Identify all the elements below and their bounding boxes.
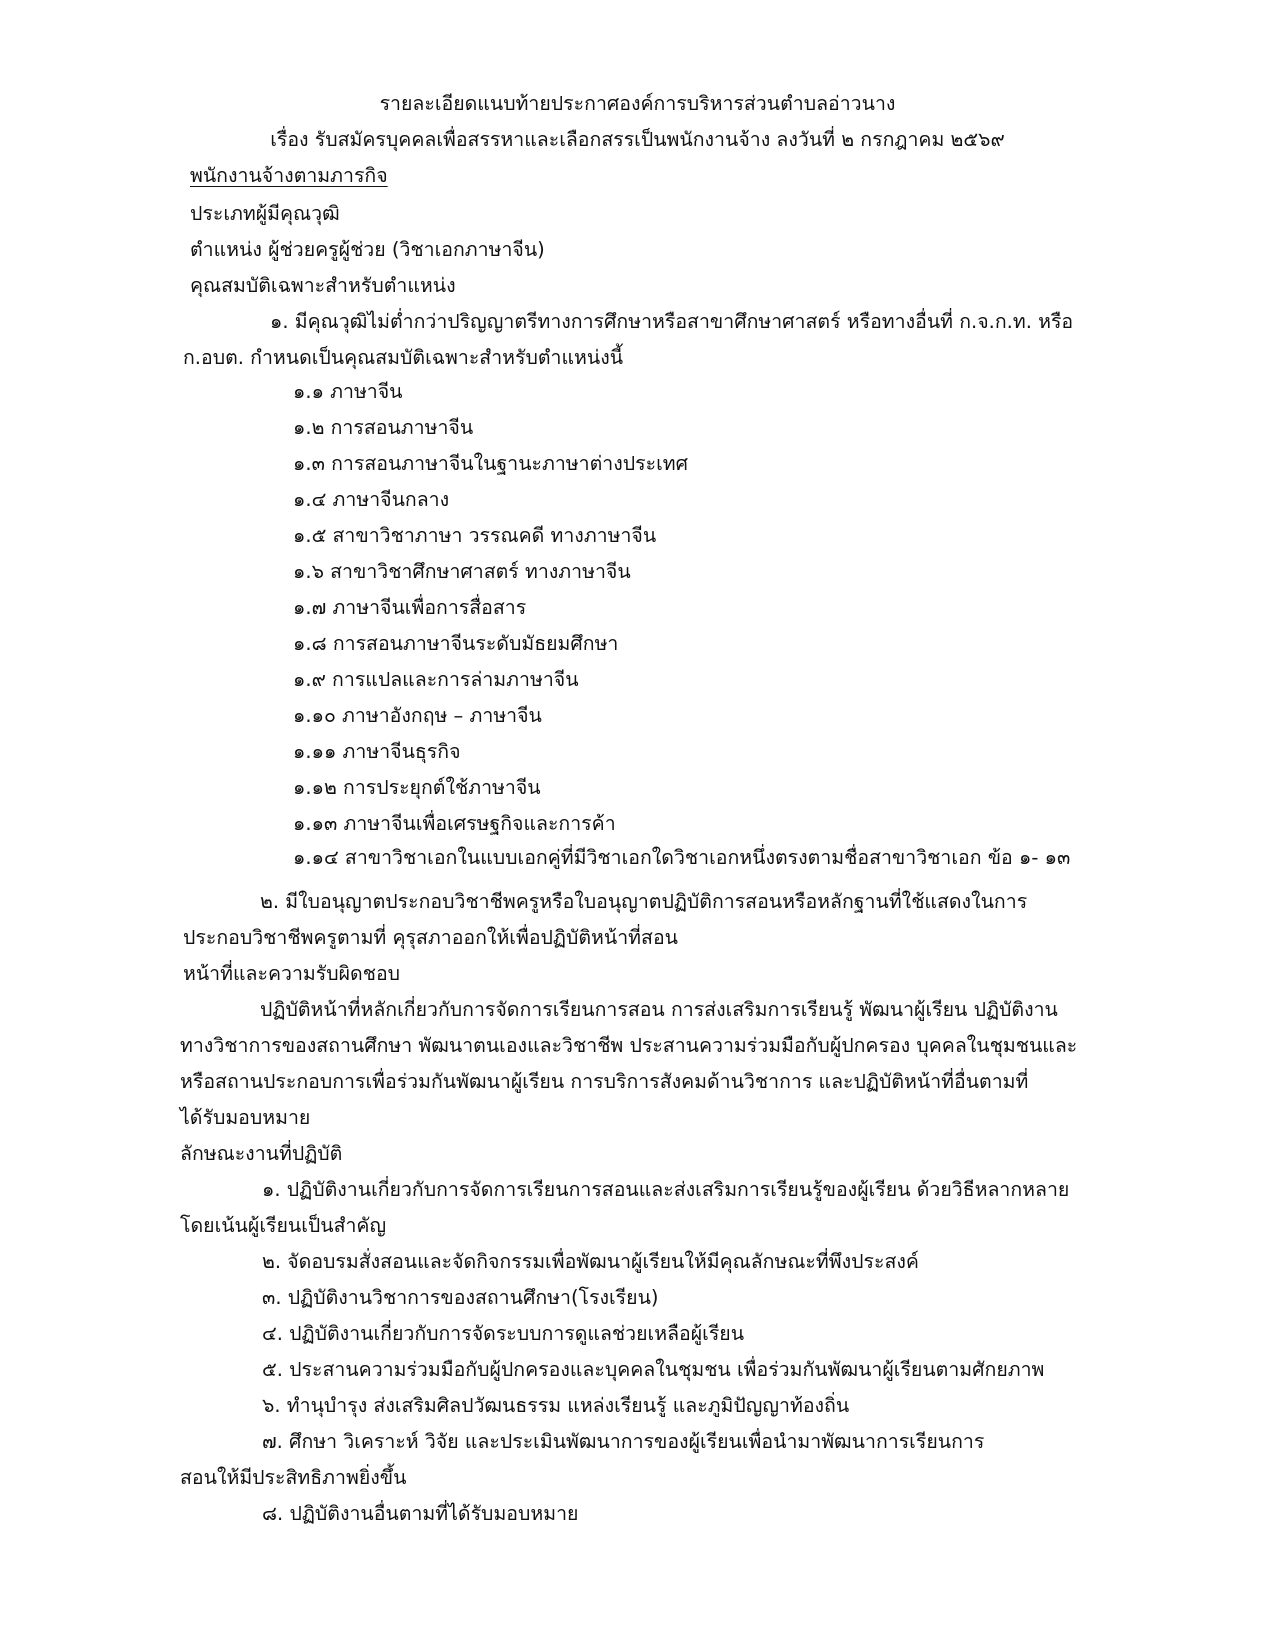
work-item-1-line-2: โดยเน้นผู้เรียนเป็นสำคัญ — [180, 1214, 387, 1237]
qualification-item-1-line-2: ก.อบต. กำหนดเป็นคุณสมบัติเฉพาะสำหรับตำแหน่งนี้ — [183, 346, 624, 369]
duties-paragraph-line: ทางวิชาการของสถานศึกษา พัฒนาตนเองและวิชาชีพ ประสานความร่วมมือกับผู้ปกครอง บุคคลในชุมชนและ — [180, 1034, 1078, 1057]
qualification-item-2-line-2: ประกอบวิชาชีพครูตามที่ คุรุสภาออกให้เพื่อปฏิบัติหน้าที่สอน — [183, 926, 678, 949]
qualification-subitem: ๑.๑๓ ภาษาจีนเพื่อเศรษฐกิจและการค้า — [293, 812, 616, 835]
work-item: ๕. ประสานความร่วมมือกับผู้ปกครองและบุคคลในชุมชน เพื่อร่วมกันพัฒนาผู้เรียนตามศักยภาพ — [262, 1358, 1045, 1381]
work-item: ๓. ปฏิบัติงานวิชาการของสถานศึกษา(โรงเรียน) — [262, 1286, 659, 1309]
qualification-subitem: ๑.๑ ภาษาจีน — [293, 380, 403, 403]
document-subject: เรื่อง รับสมัครบุคคลเพื่อสรรหาและเลือกสรรเป็นพนักงานจ้าง ลงวันที่ ๒ กรกฎาคม ๒๕๖๙ — [270, 128, 1005, 151]
employee-type-heading: พนักงานจ้างตามภารกิจ — [190, 164, 388, 187]
qualification-subitem: ๑.๘ การสอนภาษาจีนระดับมัธยมศึกษา — [293, 632, 619, 655]
position-line: ตำแหน่ง ผู้ช่วยครูผู้ช่วย (วิชาเอกภาษาจีน) — [190, 238, 545, 261]
duties-heading: หน้าที่และความรับผิดชอบ — [183, 962, 401, 985]
qualification-subitem: ๑.๓ การสอนภาษาจีนในฐานะภาษาต่างประเทศ — [293, 452, 688, 475]
category-line: ประเภทผู้มีคุณวุฒิ — [190, 202, 340, 225]
work-item: ๖. ทำนุบำรุง ส่งเสริมศิลปวัฒนธรรม แหล่งเรียนรู้ และภูมิปัญญาท้องถิ่น — [262, 1394, 850, 1417]
qualification-subitem: ๑.๗ ภาษาจีนเพื่อการสื่อสาร — [293, 596, 527, 619]
duties-paragraph-line: ได้รับมอบหมาย — [180, 1106, 311, 1129]
document-title: รายละเอียดแนบท้ายประกาศองค์การบริหารส่วนตำบลอ่าวนาง — [379, 92, 896, 115]
work-item: ๒. จัดอบรมสั่งสอนและจัดกิจกรรมเพื่อพัฒนาผู้เรียนให้มีคุณลักษณะที่พึงประสงค์ — [262, 1250, 919, 1273]
qualification-subitem: ๑.๒ การสอนภาษาจีน — [293, 416, 474, 439]
work-item-7-line-2: สอนให้มีประสิทธิภาพยิ่งขึ้น — [180, 1466, 407, 1489]
qualification-subitem: ๑.๔ ภาษาจีนกลาง — [293, 488, 450, 511]
qualification-subitem: ๑.๑๔ สาขาวิชาเอกในแบบเอกคู่ที่มีวิชาเอกใดวิชาเอกหนึ่งตรงตามชื่อสาขาวิชาเอก ข้อ ๑- ๑๓ — [293, 846, 1071, 869]
work-heading: ลักษณะงานที่ปฏิบัติ — [180, 1142, 343, 1165]
qualification-subitem: ๑.๙ การแปลและการล่ามภาษาจีน — [293, 668, 579, 691]
qualification-subitem: ๑.๕ สาขาวิชาภาษา วรรณคดี ทางภาษาจีน — [293, 524, 657, 547]
qualification-item-2-line-1: ๒. มีใบอนุญาตประกอบวิชาชีพครูหรือใบอนุญาตปฏิบัติการสอนหรือหลักฐานที่ใช้แสดงในการ — [260, 890, 1028, 913]
work-item-7-line-1: ๗. ศึกษา วิเคราะห์ วิจัย และประเมินพัฒนาการของผู้เรียนเพื่อนำมาพัฒนาการเรียนการ — [262, 1430, 985, 1453]
duties-paragraph-line: หรือสถานประกอบการเพื่อร่วมกันพัฒนาผู้เรียน การบริการสังคมด้านวิชาการ และปฏิบัติหน้าที่อื่นตามที่ — [180, 1070, 1029, 1093]
qualification-subitem: ๑.๑๒ การประยุกต์ใช้ภาษาจีน — [293, 776, 541, 799]
work-item-1-line-1: ๑. ปฏิบัติงานเกี่ยวกับการจัดการเรียนการสอนและส่งเสริมการเรียนรู้ของผู้เรียน ด้วยวิธีหลากหลาย — [262, 1178, 1070, 1201]
qualification-item-1-line-1: ๑. มีคุณวุฒิไม่ต่ำกว่าปริญญาตรีทางการศึกษาหรือสาขาศึกษาศาสตร์ หรือทางอื่นที่ ก.จ.ก.ท. หรือ — [270, 310, 1074, 333]
duties-paragraph-line: ปฏิบัติหน้าที่หลักเกี่ยวกับการจัดการเรียนการสอน การส่งเสริมการเรียนรู้ พัฒนาผู้เรียน ปฏิบัติงาน — [260, 998, 1058, 1021]
work-item-8: ๘. ปฏิบัติงานอื่นตามที่ได้รับมอบหมาย — [262, 1502, 579, 1525]
qualification-subitem: ๑.๑๐ ภาษาอังกฤษ – ภาษาจีน — [293, 704, 542, 727]
qualifications-heading: คุณสมบัติเฉพาะสำหรับตำแหน่ง — [190, 274, 456, 297]
qualification-subitem: ๑.๑๑ ภาษาจีนธุรกิจ — [293, 740, 461, 763]
qualification-subitem: ๑.๖ สาขาวิชาศึกษาศาสตร์ ทางภาษาจีน — [293, 560, 631, 583]
work-item: ๔. ปฏิบัติงานเกี่ยวกับการจัดระบบการดูแลช่วยเหลือผู้เรียน — [262, 1322, 745, 1345]
